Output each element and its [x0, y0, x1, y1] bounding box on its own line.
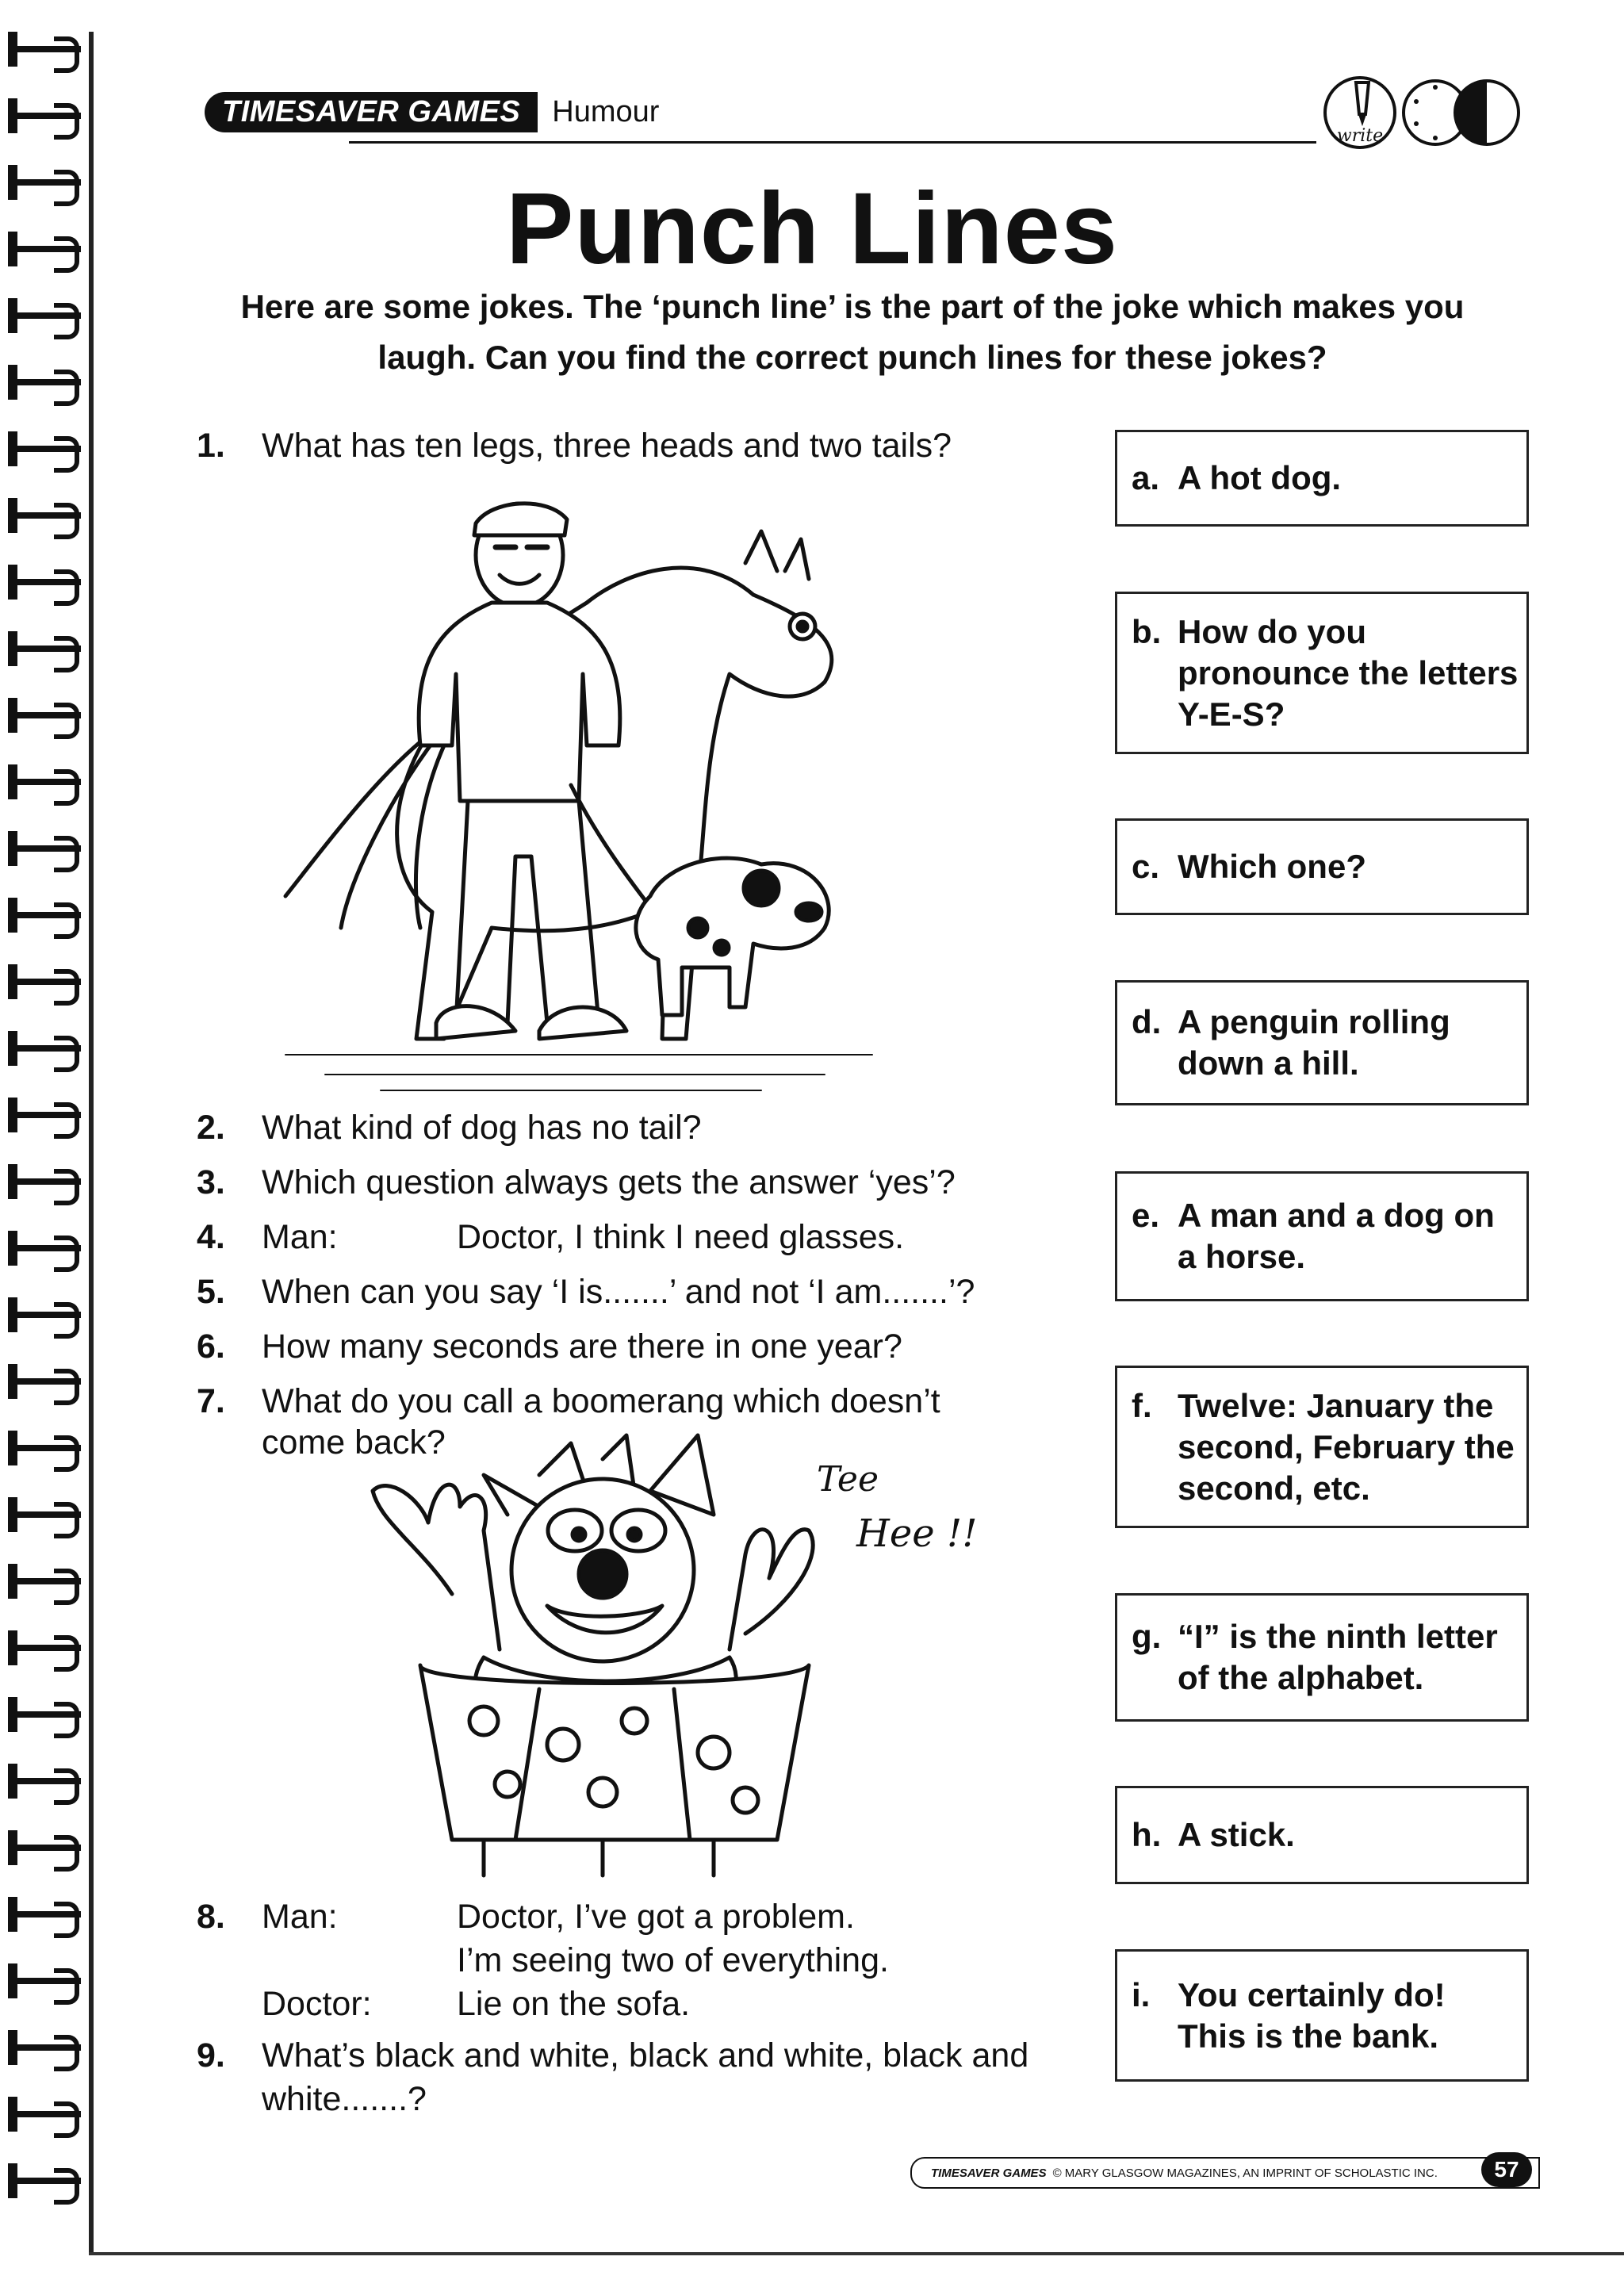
question-number: 2.	[197, 1109, 225, 1147]
answer-letter: i.	[1132, 1975, 1151, 2013]
answer-letter: f.	[1132, 1386, 1152, 1424]
spiral-ring	[8, 898, 81, 933]
question-text-line-2: white.......?	[262, 2080, 427, 2118]
answer-e	[1115, 1171, 1529, 1301]
spiral-ring	[8, 32, 81, 67]
man-horse-dog-illustration	[254, 484, 928, 1102]
answer-f	[1115, 1366, 1529, 1528]
half-moon-icon	[1455, 81, 1519, 144]
question-text: When can you say ‘I is.......’ and not ‘I am.......’?	[262, 1273, 975, 1311]
answer-letter: e.	[1132, 1197, 1160, 1234]
spiral-ring	[8, 1630, 81, 1665]
spiral-ring	[8, 764, 81, 799]
question-number: 8.	[197, 1898, 225, 1936]
speaker-label: Man:	[262, 1898, 338, 1936]
spiral-ring	[8, 2097, 81, 2132]
answer-d	[1115, 980, 1529, 1105]
spiral-ring	[8, 98, 81, 133]
answer-letter: h.	[1132, 1816, 1162, 1853]
spiral-ring	[8, 298, 81, 333]
spiral-ring	[8, 1297, 81, 1332]
footer-copyright: © MARY GLASGOW MAGAZINES, AN IMPRINT OF SCHOLASTIC INC.	[1052, 2166, 1438, 2180]
spiral-ring	[8, 1697, 81, 1732]
page-bottom-edge	[89, 2252, 1624, 2255]
page-footer	[910, 2157, 1540, 2189]
dialogue-line-2: I’m seeing two of everything.	[457, 1941, 889, 1979]
spiral-ring	[8, 1431, 81, 1465]
spiral-ring	[8, 498, 81, 533]
speaker-label: Doctor:	[262, 1985, 372, 2023]
clown-caption-hee: Hee !!	[856, 1511, 978, 1556]
answer-letter: c.	[1132, 848, 1160, 885]
spiral-ring	[8, 1364, 81, 1399]
spiral-ring	[8, 2030, 81, 2065]
answer-letter: g.	[1132, 1618, 1162, 1655]
question-text: What has ten legs, three heads and two tails?	[262, 427, 952, 465]
answer-text: Which one?	[1178, 848, 1366, 885]
question-text: How many seconds are there in one year?	[262, 1327, 902, 1366]
spiral-ring	[8, 2163, 81, 2198]
page-number: 57	[1481, 2152, 1532, 2187]
clown-illustration	[301, 1427, 1015, 1879]
spiral-ring	[8, 1830, 81, 1865]
dialogue-line-1: Doctor, I’ve got a problem.	[457, 1898, 855, 1936]
spiral-ring	[8, 1031, 81, 1066]
answer-text: A penguin rolling down a hill.	[1178, 1003, 1450, 1082]
question-text: Which question always gets the answer ‘yes’?	[262, 1163, 956, 1201]
spiral-ring	[8, 964, 81, 999]
footer-brand: TIMESAVER GAMES	[931, 2166, 1047, 2180]
topic-label: Humour	[552, 94, 660, 128]
dialogue-line-3: Lie on the sofa.	[457, 1985, 691, 2023]
answer-text: You certainly do! This is the bank.	[1178, 1975, 1446, 2055]
answer-letter: d.	[1132, 1003, 1162, 1040]
page-left-edge	[89, 32, 94, 2252]
spiral-ring	[8, 1098, 81, 1132]
spiral-ring	[8, 1497, 81, 1532]
question-number: 4.	[197, 1218, 225, 1256]
spiral-ring	[8, 631, 81, 666]
spiral-ring	[8, 565, 81, 600]
spiral-ring	[8, 1564, 81, 1599]
question-number: 1.	[197, 427, 225, 465]
answer-letter: b.	[1132, 612, 1162, 650]
question-text-line-1: What’s black and white, black and white, black and	[262, 2036, 1029, 2075]
question-number: 7.	[197, 1382, 225, 1420]
series-badge: TIMESAVER GAMES	[205, 92, 538, 132]
page-header	[205, 91, 659, 132]
spiral-ring	[8, 1963, 81, 1998]
question-number: 6.	[197, 1327, 225, 1366]
spiral-binding	[0, 32, 95, 2236]
spiral-ring	[8, 831, 81, 866]
spiral-ring	[8, 431, 81, 466]
answer-h	[1115, 1786, 1529, 1884]
answer-text: Twelve: January the second, February the second, etc.	[1178, 1386, 1515, 1507]
instructions: Here are some jokes. The ‘punch line’ is the part of the joke which makes you laugh. Can you find the correct punch lines for these jokes?	[240, 288, 1465, 376]
answer-text: How do you pronounce the letters Y-E-S?	[1178, 612, 1519, 733]
answer-text: A stick.	[1178, 1816, 1295, 1853]
question-text-line-1: What do you call a boomerang which doesn’t	[262, 1382, 940, 1420]
spiral-ring	[8, 1164, 81, 1199]
clown-caption-tee: Tee	[817, 1459, 879, 1500]
header-rule	[349, 141, 1316, 144]
answer-text: A man and a dog on a horse.	[1178, 1197, 1495, 1275]
answer-g	[1115, 1593, 1529, 1722]
page-title: Punch Lines	[506, 172, 1118, 285]
write-icon-label: write	[1336, 126, 1384, 146]
answer-text: A hot dog.	[1178, 459, 1342, 496]
spiral-ring	[8, 365, 81, 400]
speaker-label: Man:	[262, 1218, 338, 1256]
answer-text: “I” is the ninth letter of the alphabet.	[1178, 1618, 1498, 1696]
question-number: 5.	[197, 1273, 225, 1311]
spiral-ring	[8, 1764, 81, 1799]
question-number: 9.	[197, 2036, 225, 2075]
answer-a	[1115, 430, 1529, 527]
answer-c	[1115, 818, 1529, 915]
answer-i	[1115, 1949, 1529, 2082]
question-number: 3.	[197, 1163, 225, 1201]
spiral-ring	[8, 698, 81, 733]
question-text-line-2: come back?	[262, 1423, 446, 1462]
dialogue-line: Doctor, I think I need glasses.	[457, 1218, 905, 1256]
write-pen-icon	[1325, 78, 1395, 147]
spiral-ring	[8, 1231, 81, 1266]
spiral-ring	[8, 1897, 81, 1932]
answer-letter: a.	[1132, 459, 1160, 496]
activity-icons	[1316, 73, 1522, 152]
question-text: What kind of dog has no tail?	[262, 1109, 702, 1147]
answer-b	[1115, 592, 1529, 754]
